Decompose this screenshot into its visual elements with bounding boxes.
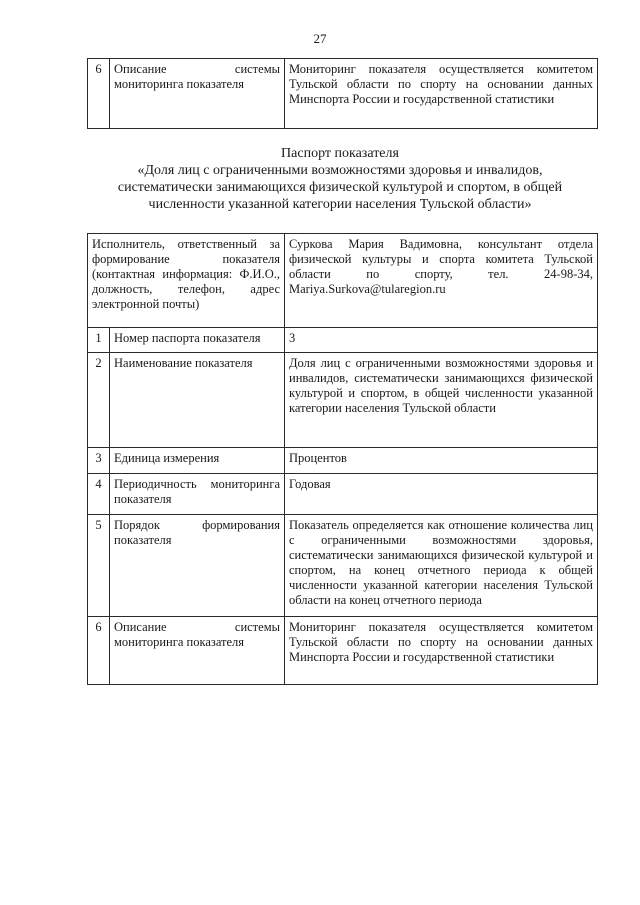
row-number: 3 — [88, 448, 110, 474]
row-number: 1 — [88, 328, 110, 353]
row-value: Годовая — [285, 474, 598, 515]
executor-value: Суркова Мария Вадимовна, консультант отдела физической культуры и спорта комитета Тульской области по спорту, тел. 24-98-34, Mariya.Surkova@tularegion.ru — [285, 234, 598, 328]
table-row — [88, 234, 598, 328]
row-label: Наименование показателя — [110, 353, 285, 448]
row-number: 6 — [88, 59, 110, 129]
table-row — [88, 617, 598, 685]
passport-title: Паспорт показателя — [281, 146, 399, 161]
row-value: Показатель определяется как отношение количества лиц с ограниченными возможностями здоровья, систематически занимающихся физической культурой и спортом, на конец отчетного периода к общей численности указанной категории населения Тульской области на конец отчетного периода — [285, 515, 598, 617]
row-label: Номер паспорта показателя — [110, 328, 285, 353]
table-row — [88, 448, 598, 474]
row-value: Процентов — [285, 448, 598, 474]
passport-subtitle-line: систематически занимающихся физической культурой и спортом, в общей — [117, 180, 563, 195]
table-row — [88, 474, 598, 515]
row-number: 2 — [88, 353, 110, 448]
row-label: Порядок формирования показателя — [110, 515, 285, 617]
table-row — [88, 328, 598, 353]
page-number: 27 — [313, 31, 327, 46]
table-row — [88, 59, 598, 129]
passport-table — [87, 233, 598, 685]
row-number: 5 — [88, 515, 110, 617]
table-row — [88, 515, 598, 617]
passport-subtitle-line: численности указанной категории населения Тульской области» — [148, 197, 532, 212]
executor-label: Исполнитель, ответственный за формирование показателя (контактная информация: Ф.И.О., должность, телефон, адрес электронной почты) — [88, 234, 285, 328]
row-value: Доля лиц с ограниченными возможностями здоровья и инвалидов, систематически занимающихся физической культурой и спортом, в общей численности указанной категории населения Тульской области — [285, 353, 598, 448]
row-number: 6 — [88, 617, 110, 685]
row-value: 3 — [285, 328, 598, 353]
row-value: Мониторинг показателя осуществляется комитетом Тульской области по спорту на основании данных Минспорта России и государственной статистики — [285, 617, 598, 685]
row-label: Описание системы мониторинга показателя — [110, 617, 285, 685]
row-number: 4 — [88, 474, 110, 515]
row-label: Описание системы мониторинга показателя — [110, 59, 285, 129]
row-label: Единица измерения — [110, 448, 285, 474]
passport-subtitle-line: «Доля лиц с ограниченными возможностями здоровья и инвалидов, — [137, 163, 543, 178]
top-continuation-table — [87, 58, 598, 129]
row-value: Мониторинг показателя осуществляется комитетом Тульской области по спорту на основании данных Минспорта России и государственной статистики — [285, 59, 598, 129]
passport-heading — [80, 145, 600, 213]
row-label: Периодичность мониторинга показателя — [110, 474, 285, 515]
table-row — [88, 353, 598, 448]
